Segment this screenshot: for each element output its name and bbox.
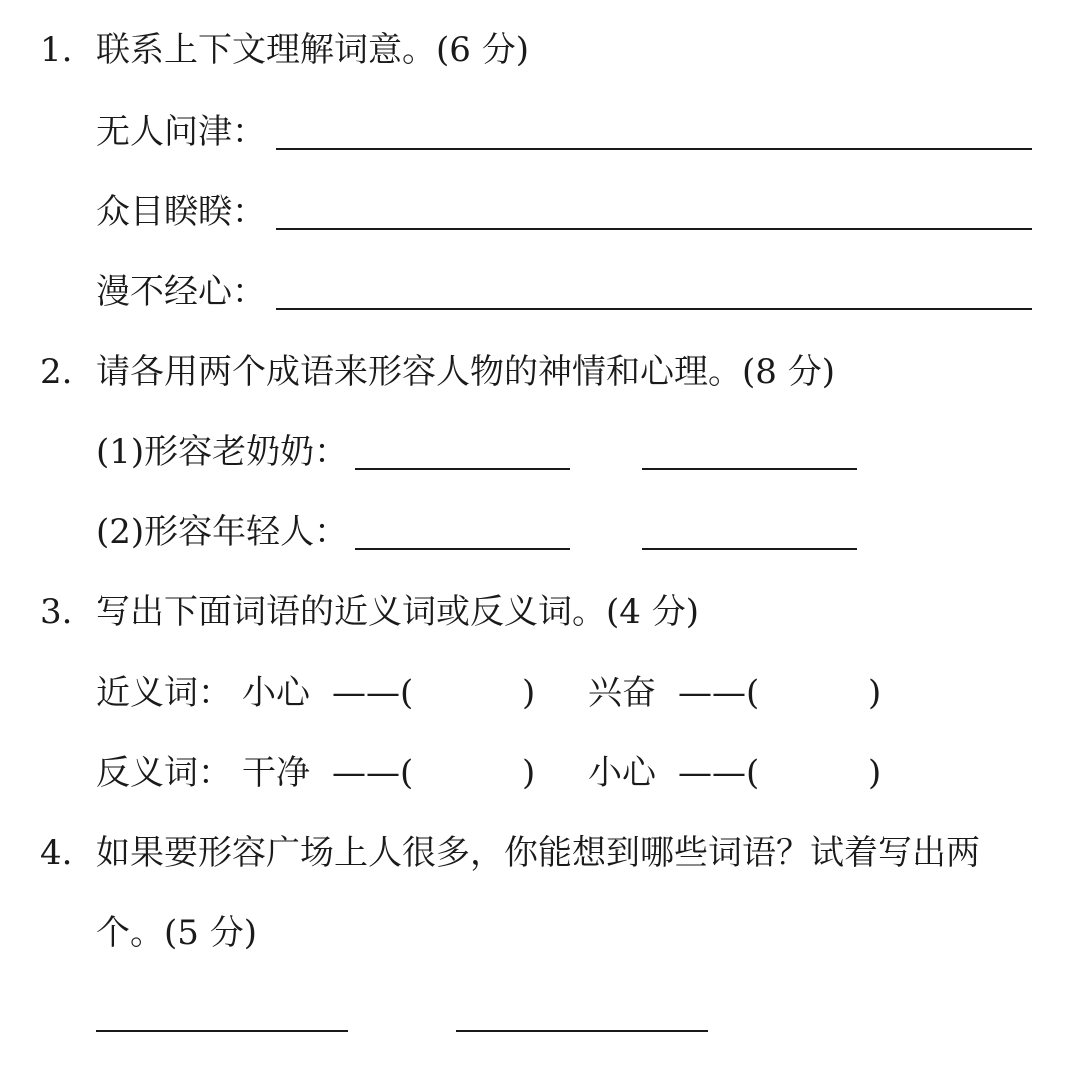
question-2-prompt: 请各用两个成语来形容人物的神情和心理。(8 分) — [96, 352, 835, 392]
question-1-number: 1. — [40, 30, 73, 70]
q2-answer-line-2a[interactable] — [355, 548, 570, 550]
q1-item-label: 无人问津： — [96, 112, 266, 152]
dash-open-paren: ——( — [332, 673, 414, 713]
question-4-prompt-line-2: 个。(5 分) — [96, 913, 257, 953]
q1-answer-line-1[interactable] — [276, 148, 1032, 150]
synonym-word-1: 小心 — [242, 673, 310, 713]
close-paren: ) — [522, 753, 536, 793]
synonym-label: 近义词： — [96, 673, 232, 713]
q1-item-label: 众目睽睽： — [96, 192, 266, 232]
dash-open-paren: ——( — [678, 673, 760, 713]
antonym-word-1: 干净 — [242, 753, 310, 793]
question-4-prompt-line-1: 如果要形容广场上人很多，你能想到哪些词语？试着写出两 — [96, 833, 980, 873]
q1-item-label: 漫不经心： — [96, 272, 266, 312]
q2-item-label: (1)形容老奶奶： — [96, 432, 349, 472]
q2-answer-line-1a[interactable] — [355, 468, 570, 470]
question-1-prompt: 联系上下文理解词意。(6 分) — [96, 30, 529, 70]
q2-item-label: (2)形容年轻人： — [96, 512, 349, 552]
antonym-label: 反义词： — [96, 753, 232, 793]
q2-answer-line-2b[interactable] — [642, 548, 857, 550]
close-paren: ) — [868, 753, 882, 793]
question-3-prompt: 写出下面词语的近义词或反义词。(4 分) — [96, 592, 699, 632]
synonym-word-2: 兴奋 — [588, 673, 656, 713]
q4-answer-line-1[interactable] — [96, 1030, 348, 1032]
close-paren: ) — [868, 673, 882, 713]
question-2-number: 2. — [40, 352, 73, 392]
q1-answer-line-2[interactable] — [276, 228, 1032, 230]
dash-open-paren: ——( — [678, 753, 760, 793]
q2-answer-line-1b[interactable] — [642, 468, 857, 470]
q1-answer-line-3[interactable] — [276, 308, 1032, 310]
question-3-number: 3. — [40, 592, 73, 632]
q4-answer-line-2[interactable] — [456, 1030, 708, 1032]
dash-open-paren: ——( — [332, 753, 414, 793]
close-paren: ) — [522, 673, 536, 713]
antonym-word-2: 小心 — [588, 753, 656, 793]
question-4-number: 4. — [40, 833, 73, 873]
